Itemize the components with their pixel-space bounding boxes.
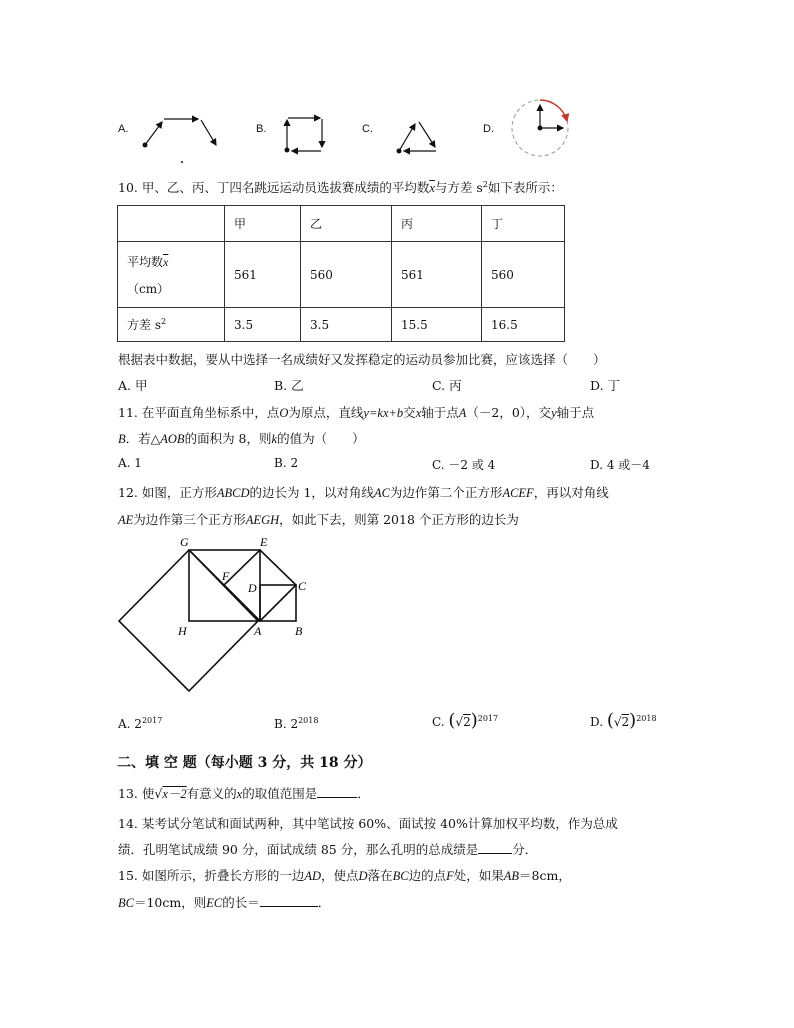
table-row — [118, 308, 565, 342]
q10-option-d: D. 丁 — [590, 378, 621, 393]
nested-squares-diagram — [110, 530, 320, 710]
q11-option-a: A. 1 — [118, 456, 142, 470]
table-row — [118, 242, 565, 308]
q11-option-d: D. 4 或－4 — [590, 458, 650, 472]
q11-option-c: C. －2 或 4 — [432, 458, 496, 472]
q13-stem: 13. 使√x－2有意义的x的取值范围是 ． — [118, 786, 370, 801]
q11-stem-line1: 11. 在平面直角坐标系中，点O为原点，直线y=kx+b交x轴于点A（－2，0），交y轴于点 — [118, 405, 595, 420]
table-header-row — [118, 206, 565, 242]
arrow-path-trapezoid-icon — [138, 108, 224, 166]
point-label-g: G — [180, 535, 189, 549]
table-header-cell: 丁 — [482, 206, 565, 242]
q10-question: 根据表中数据，要从中选择一名成绩好又发挥稳定的运动员参加比赛，应该选择（ ） — [118, 352, 606, 367]
table-cell: 561 — [225, 242, 301, 308]
q12-option-b: B. $2^{2018}$ — [274, 716, 319, 731]
table-cell: 3.5 — [301, 308, 392, 342]
table-cell: 3.5 — [225, 308, 301, 342]
q12-option-d: D. $(√2)^{2018}$ — [590, 710, 657, 731]
q11-stem-line2: B．若△AOB的面积为 8，则k的值为（ ） — [118, 431, 365, 446]
q15-answer-blank[interactable] — [260, 895, 318, 907]
table-header-cell: 甲 — [225, 206, 301, 242]
table-header-cell: 乙 — [301, 206, 392, 242]
section-title: 二、填 空 题（每小题 3 分，共 18 分） — [117, 755, 372, 771]
q9-option-b-letter: B. — [256, 123, 267, 135]
q9-option-a-letter: A. — [118, 123, 129, 135]
scores-table — [117, 205, 565, 342]
q14-answer-blank[interactable] — [478, 842, 512, 854]
q12-stem-line1: 12. 如图，正方形ABCD的边长为 1，以对角线AC为边作第二个正方形ACEF，再以对角线 — [118, 485, 609, 500]
table-cell: 561 — [392, 242, 482, 308]
q10-option-a: A. 甲 — [118, 378, 148, 393]
table-cell: 560 — [301, 242, 392, 308]
q10-option-c: C. 丙 — [432, 378, 462, 393]
point-label-d: D — [248, 581, 257, 595]
table-cell: 560 — [482, 242, 565, 308]
q10-stem: 10. 甲、乙、丙、丁四名跳远运动员选拔赛成绩的平均数$\overline{x}$与方差 $s^2$如下表所示： — [118, 179, 563, 195]
point-label-f: F — [222, 569, 230, 583]
arrow-path-square-icon — [280, 110, 330, 158]
q13-answer-blank[interactable] — [317, 786, 357, 798]
point-label-c: C — [298, 579, 307, 593]
q9-option-c-letter: C. — [362, 123, 373, 135]
q14-line2: 绩．孔明笔试成绩 90 分，面试成绩 85 分，那么孔明的总成绩是 分． — [118, 842, 538, 857]
point-label-b: B — [295, 624, 303, 638]
q9-option-d-letter: D. — [483, 123, 494, 135]
q10-option-b: B. 乙 — [274, 378, 304, 393]
q12-stem-line2: AE为边作第三个正方形AEGH，如此下去，则第 2018 个正方形的边长为 — [118, 512, 519, 527]
arrow-path-circle-icon — [508, 97, 572, 159]
table-cell: 16.5 — [482, 308, 565, 342]
table-header-cell — [118, 206, 225, 242]
q12-option-a: A. $2^{2017}$ — [118, 716, 163, 731]
q14-line1: 14. 某考试分笔试和面试两种，其中笔试按 60%、面试按 40%计算加权平均数，作为总成 — [118, 816, 618, 831]
q11-option-b: B. 2 — [274, 456, 299, 470]
q15-line2: BC＝10cm，则EC的长＝ ． — [118, 895, 331, 910]
point-label-e: E — [260, 535, 268, 549]
table-row-label: 方差 $s^2$ — [118, 308, 225, 342]
point-label-h: H — [178, 624, 187, 638]
table-cell: 15.5 — [392, 308, 482, 342]
table-row-label: 平均数$\overline{x}$ （cm） — [118, 242, 225, 308]
q15-line1: 15. 如图所示，折叠长方形的一边AD，使点D落在BC边的点F处，如果AB＝8cm， — [118, 868, 571, 883]
arrow-path-triangle-icon — [392, 112, 444, 158]
table-header-cell: 丙 — [392, 206, 482, 242]
q12-option-c: C. $(√2)^{2017}$ — [432, 710, 499, 731]
point-label-a: A — [254, 624, 262, 638]
